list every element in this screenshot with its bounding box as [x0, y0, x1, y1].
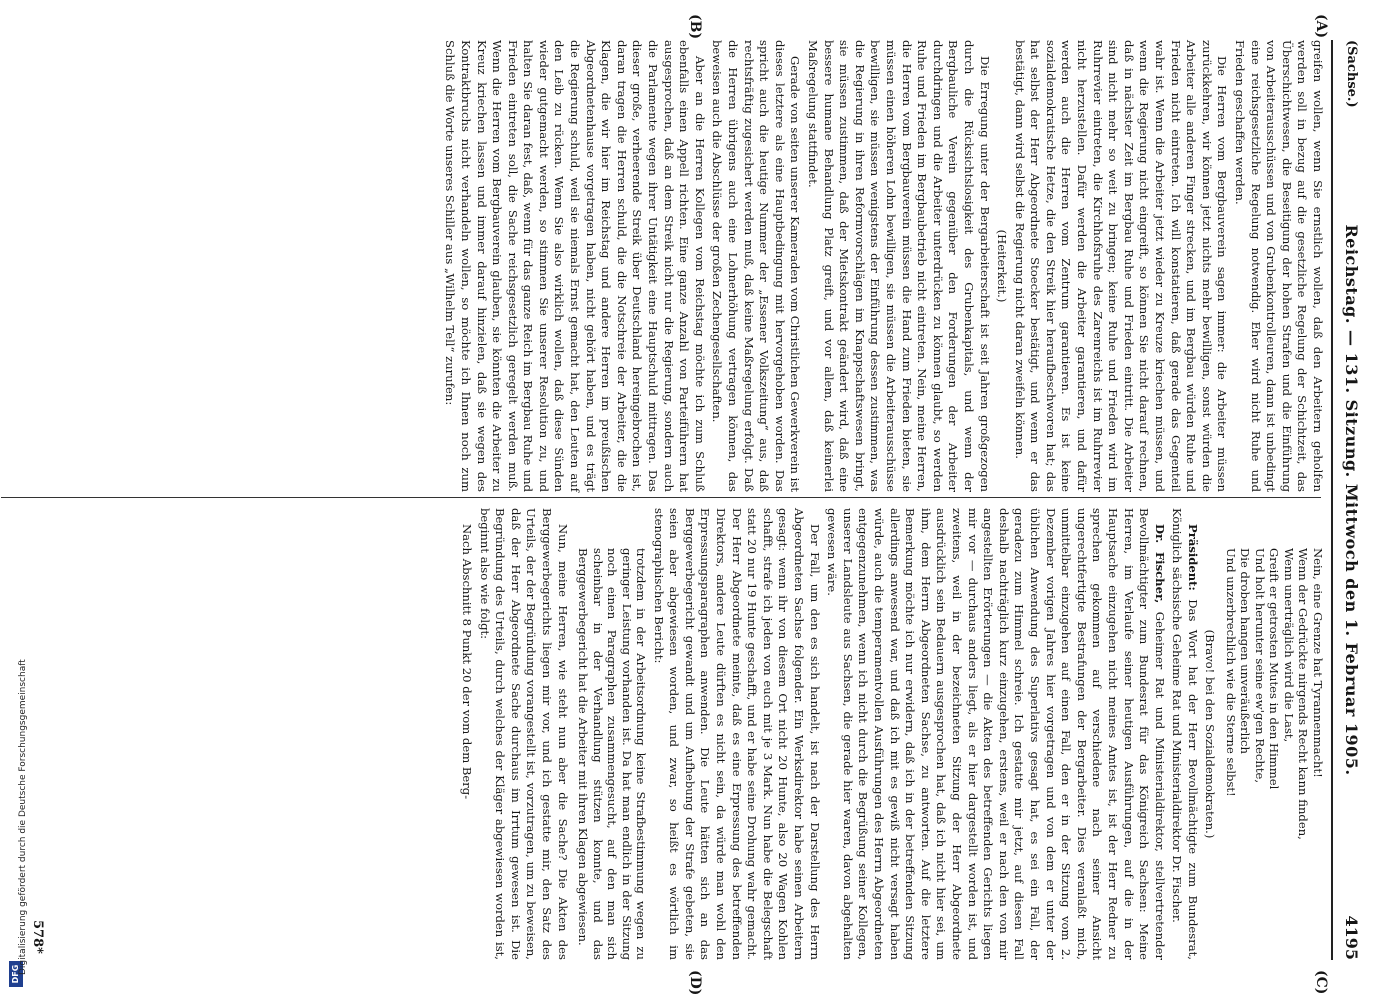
- funding-notice: Digitalisierung gefördert durch die Deutsche Forschungsgemeinschaft: [18, 659, 28, 975]
- paragraph: greifen wollen, wenn Sie ernstlich wollen, daß den Arbeitern geholfen werden soll in bezug auf die gesetzliche Regelung der Schichtzeit, das Überschichtwesen, die Beseitigung der hohen Strafen und die Einführung von Arbeiterausschüssen und von Grubenkontrolleuren, dann ist unbedingt eine reichsgesetzliche Regelung notwendig. Eher wird nicht Ruhe und Frieden geschaffen werden.: [1233, 40, 1325, 492]
- paragraph: Nach Abschnitt 8 Punkt 20 der vom dem Berg-: [460, 524, 475, 800]
- verse-line: Wenn der Gedrückte nirgends Recht kann finden,: [1296, 548, 1311, 840]
- header-rule: [1331, 40, 1333, 960]
- paragraph: Aber an die Herren Kollegen vom Reichstag möchte ich zum Schluß ebenfalls einen Appell richten. Eine ganze Anzahl von Parteiführern hat ausgesprochen, daß an dem Streik nicht nur die Regierung, sondern auch die Parlamente wegen ihrer Untätigkeit eine Hauptschuld mittragen. Das dieser große, verheerende Streik über Deutschland hereingebrochen ist, daran tragen die Herren schuld, die die Notschreie der Arbeiter, die die Klagen, die wir hier im Reichstag und andere Herren im preußischen Abgeordnetenhause vorgetragen haben, nicht gehört haben, und es trägt die Regierung schuld, weil sie niemals Ernst gemacht hat, den Leuten auf den Leib zu rücken. Wenn Sie also wirklich wollen, daß diese Sünden wieder gutgemacht werden, so stimmen Sie unserer Resolution zu, und halten Sie daran fest, daß, wenn für das ganze Reich im Bergbau Ruhe und Frieden eintreten soll, die Sache reichsgesetzlich geregelt werden muß. Wenn die Herren vom Bergbauverein glauben, sie könnten die Arbeiter zu Kreuz kriechen lassen und immer darauf hinzielen, daß sie wegen des Kontraktbruchs nicht verhandeln wollen, so möchte ich Ihnen noch zum Schluß die Worte unseres Schiller aus „Wilhelm Tell“ zurufen:: [443, 40, 707, 492]
- page-title: Reichstag. — 131. Sitzung. Mittwoch den 1. Februar 1905.: [1342, 224, 1361, 776]
- verse-line: Nein, eine Grenze hat Tyrannenmacht!: [1311, 548, 1325, 778]
- verse-line: Wenn unerträglich wird die Last,: [1282, 548, 1296, 743]
- left-column: [440, 40, 1325, 492]
- margin-mark-b: (B): [687, 14, 703, 40]
- speaker-name: Dr. Fischer,: [1152, 524, 1167, 604]
- verse-line: Die droben hangen unveräußerlich: [1238, 548, 1253, 754]
- paragraph: Der Fall, um den es sich handelt, ist nach der Darstellung des Herrn Abgeordneten Sachse folgender. Ein Werksdirektor habe seinen Arbeitern gesagt: wenn ihr von diesem Ort nicht 20 Hunte, also 20 Wagen Kohlen schafft, strafe ich jeden von euch mit je 3 Mark. Nun habe die Belegschaft statt 20 nur 19 Hunte geschafft, und er habe seine Drohung wahr gemacht. Der Herr Abgeordnete meinte, daß es eine Erpressung des betreffenden Direktors, andere Leute dürften es nicht sein, da würde man wohl den Erpressungsparagraphen anwenden. Die Leute hätten sich an das Berggewerbegericht gewandt und um Aufhebung der Strafe gebeten, sie seien aber abgewiesen worden, und zwar, so heißt es wörtlich im stenographischen Bericht:: [651, 508, 822, 960]
- paragraph: [1169, 508, 1200, 960]
- margin-mark-c: (C): [1313, 970, 1329, 995]
- sheet-signature: 578*: [30, 920, 45, 954]
- verse-quote: [1224, 548, 1326, 960]
- paragraph: [824, 508, 1167, 960]
- paragraph: Gerade von seiten unserer Kameraden vom Christlichen Gewerkverein ist dieses letztere als eine Hauptbedingung mit hervorgehoben worden. Das spricht auch die heutige Nummer der „Essener Volkszeitung“ aus, daß rechtsfräftig zugesichert werden muß, daß keine Maßregelung erfolgt. Daß die Herren übrigens auch eine Lohnerhöhung vertragen können, das beweisen auch die Abschlüsse der großen Zechengesellschaften.: [710, 40, 803, 492]
- section-label: (Sachse.): [1344, 40, 1359, 108]
- paragraph: Die Erregung unter der Bergarbeiterschaft ist seit Jahren großgezogen durch die Rücksichtslosigkeit des Grubenkapitals, und wenn der Bergbauliche Verein gegenüber den Forderungen der Arbeiter durchdringen und die Arbeiter unterdrücken zu können glaubt, so werden Ruhe und Frieden im Bergbaubetrieb nicht eintreten. Nein, meine Herren, die Herren vom Bergbauverein müssen die Hand zum Frieden bieten, sie müssen einen höheren Lohn bewilligen, sie müssen die Arbeiterausschüsse bewilligen, sie müssen wenigstens der Einführung dessen zustimmen, was die Regierung in ihren Reformvorschlägen im Knappschaftswesen bringt, sie müssen zustimmen, daß der Mietskontrakt geändert wird, daß eine bessere humane Behandlung Platz greift, und vor allem, daß keinerlei Maßregelung stattfindet.: [806, 40, 992, 492]
- page-number: 4195: [1342, 915, 1361, 960]
- speech-text: Das Wort hat der Herr Bevollmächtigte zum Bundesrat, Königlich sächsische Geheime Rat und Ministerialdirektor Dr. Fischer.: [1170, 508, 1200, 960]
- block-quote: trotzdem in der Arbeitsordnung keine Strafbestimmung wegen zu geringer Leistung vorhanden ist. Da hat man endlich in der Sitzung noch einen Paragraphen zusammengesucht, auf den man sich scheinbar in der Verhandlung stützen konnte, und das Berggewerbegericht hat die Arbeiter mit ihren Klagen abgewiesen.: [576, 548, 649, 960]
- speech-text: Geheimer Rat und Ministerialdirektor, stellvertretender Bevollmächtigter zum Bundesrat für das Königreich Sachsen: Meine Herren, im Verlaufe seiner heutigen Ausführungen, auf die in der Hauptsache einzugehen nicht meines Amtes ist, ist der Herr Redner zu sprechen gekommen auf verschiedene nach seiner Ansicht ungerechtfertigte Bestrafungen der Bergarbeiter. Dies veranlaßt mich, unmittelbar einzugehen auf einen Fall, den er in der Sitzung vom 2. Dezember vorigen Jahres hier vorgetragen und von dem er unter der üblichen Anwendung des Superlativs gesagt hat, es sei ein Fall, der geradezu zum Himmel schreie. Ich gestatte mir jetzt, auf diesen Fall deshalb nachträglich kurz einzugehen, erstens, weil er nach den von mir angestellten Erörterungen — die Akten des betreffenden Gerichts liegen mir vor — durchaus anders liegt, als er hier dargestellt worden ist, und zweitens, weil in der bezeichneten Sitzung der Herr Abgeordnete ausdrücklich sein Bedauern ausgesprochen hat, daß ich nicht hier sei, um ihm, dem Herrn Abgeordneten Sachse, zu antworten. Auf die letztere Bemerkung möchte ich nur erwidern, daß ich in der betreffenden Sitzung allerdings anwesend war, und daß ich mit es gewiß nicht versagt haben würde, auch die temperamentvollen Ausführungen des Herrn Abgeordneten entgegenzunehmen, wenn ich nicht durch die Begrüßung seiner Kollegen, unserer Landsleute aus Sachsen, die gerade hier waren, davon abgehalten gewesen wäre.: [825, 508, 1167, 961]
- paragraph: Die Herren vom Bergbauverein sagen immer: die Arbeiter müssen zurückkehren, wir können jetzt nichts mehr bewilligen, sonst würden die Arbeiter alle anderen Finger strecken, und im Bergbau würden Ruhe und Frieden nicht eintreten. Ich will konstatieren, daß gerade das Gegenteil wahr ist. Wenn die Arbeiter jetzt wieder zu Kreuze kriechen müssen, und wenn die Regierung nicht eingreift, so können Sie nicht darauf rechnen, daß in nächster Zeit im Bergbau Ruhe und Frieden eintritt. Die Arbeiter sind nicht mehr so weit zu bringen; keine Ruhe und Frieden wird im Ruhrrevier eintreten, die Kirchhofsruhe des Zarenreichs ist im Ruhrrevier nicht herzustellen. Dafür werden die Arbeiter garantieren, und dafür werden auch die Herren vom Zentrum garantieren. Es ist keine sozialdemokratische Hetze, die den Streik hier heraufbeschworen hat; das hat selbst der Herr Abgeordnete Stoecker bestätigt, und wenn er das bestätigt, dann wird selbst die Regierung nicht daran zweifeln können.: [1012, 40, 1230, 492]
- verse-line: Greift er getrosten Mutes in den Himmel: [1267, 548, 1282, 790]
- applause-note: (Bravo! bei den Sozialdemokraten.): [1203, 629, 1218, 839]
- dfg-logo: DFG: [9, 961, 23, 987]
- margin-mark-d: (D): [687, 970, 703, 996]
- verse-line: Und holt herunter seine ew'gen Rechte,: [1253, 548, 1267, 784]
- verse-line: Und unzerbrechlich wie die Sterne selbst!: [1224, 548, 1238, 797]
- column-divider: [1, 497, 1321, 498]
- paragraph: Nun, meine Herren, wie steht nun aber die Sache? Die Akten des Berggewerbegerichts liegen mir vor, und ich gestatte mir, den Satz des Urteils, der der Begründung vorangestellt ist, vorzutragen, um zu beweisen, daß der Herr Abgeordnete Sache durchaus im Irrtum gewesen ist. Die Begründung des Urteils, durch welches der Kläger abgewiesen worden ist, beginnt also wie folgt:: [477, 508, 570, 960]
- margin-mark-a: (A): [1313, 14, 1329, 39]
- right-column: [456, 508, 1325, 960]
- interjection: (Heiterkeit.): [995, 229, 1010, 303]
- speaker-name: Präsident:: [1185, 524, 1200, 591]
